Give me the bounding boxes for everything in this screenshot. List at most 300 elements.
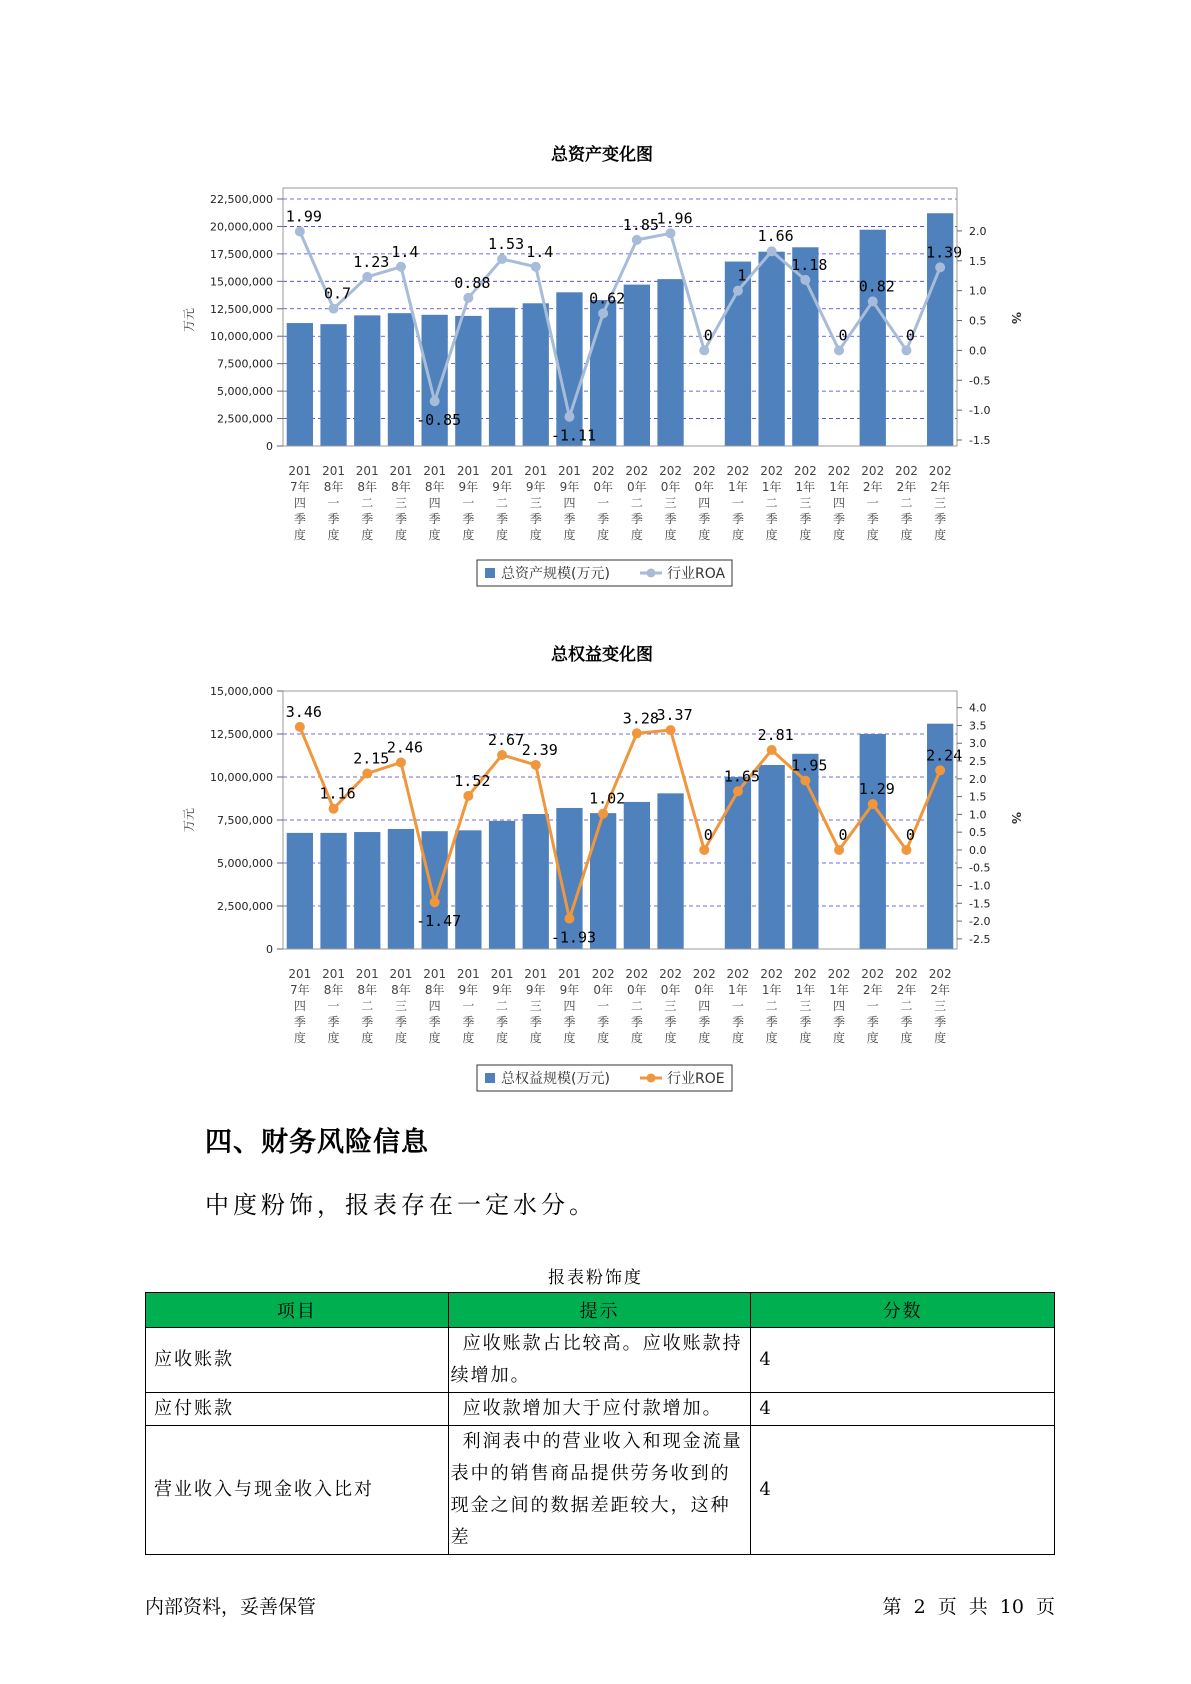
line-point xyxy=(598,308,608,318)
x-category-label: 201 xyxy=(389,464,413,478)
x-category-label: 度 xyxy=(664,528,677,542)
x-category-label: 度 xyxy=(765,1031,778,1045)
x-category-label: 一 xyxy=(866,496,879,510)
x-category-label: 度 xyxy=(293,1031,306,1045)
data-label: 0.7 xyxy=(324,284,352,303)
x-category-label: 季 xyxy=(394,1015,407,1029)
x-category-label: 一 xyxy=(327,999,340,1013)
line-point xyxy=(699,345,709,355)
line-point xyxy=(834,345,844,355)
x-category-label: 度 xyxy=(765,528,778,542)
bar xyxy=(354,315,380,446)
x-category-label: 2年 xyxy=(896,480,917,494)
bar xyxy=(860,734,886,949)
x-category-label: 季 xyxy=(462,1015,475,1029)
legend-label: 总资产规模(万元) xyxy=(501,566,610,582)
x-category-label: 度 xyxy=(799,1031,812,1045)
x-category-label: 二 xyxy=(630,999,643,1013)
x-category-label: 季 xyxy=(866,1015,879,1029)
row-item: 应付账款 xyxy=(146,1393,449,1426)
line-point xyxy=(935,262,945,272)
x-category-label: 0年 xyxy=(593,983,613,997)
x-category-label: 季 xyxy=(866,512,879,526)
y-tick-label: 7,500,000 xyxy=(217,357,273,371)
x-category-label: 度 xyxy=(698,1031,711,1045)
data-label: -1.47 xyxy=(416,912,462,931)
line-point xyxy=(767,745,777,755)
line-point xyxy=(632,235,642,245)
x-category-label: 季 xyxy=(664,1015,677,1029)
footer-confidential: 内部资料，妥善保管 xyxy=(145,1596,317,1618)
x-category-label: 2年 xyxy=(862,983,883,997)
data-label: 1 xyxy=(737,266,747,285)
x-category-label: 一 xyxy=(597,496,610,510)
y-tick-label: 0 xyxy=(266,943,273,956)
line-point xyxy=(901,345,911,355)
y-tick-label: 20,000,000 xyxy=(210,220,273,234)
x-category-label: 202 xyxy=(793,967,817,981)
x-category-label: 度 xyxy=(664,1031,677,1045)
x-category-label: 202 xyxy=(591,464,615,478)
x-category-label: 201 xyxy=(322,967,346,981)
x-category-label: 0年 xyxy=(660,480,681,494)
legend-bar-swatch xyxy=(485,1073,495,1083)
table-row xyxy=(146,1426,1055,1555)
x-category-label: 一 xyxy=(597,999,610,1013)
x-category-label: 四 xyxy=(698,999,711,1013)
y-tick-label: 17,500,000 xyxy=(210,247,273,261)
x-category-label: 202 xyxy=(625,967,649,981)
data-label: 0 xyxy=(905,825,915,844)
data-label: -1.11 xyxy=(550,426,597,445)
x-category-label: 三 xyxy=(664,999,677,1013)
x-category-label: 季 xyxy=(630,1015,643,1029)
line-point xyxy=(800,776,810,786)
data-label: 0 xyxy=(838,825,848,844)
x-category-label: 2年 xyxy=(896,983,917,997)
line-point xyxy=(598,809,608,819)
legend-point-swatch xyxy=(647,569,656,578)
x-category-label: 四 xyxy=(833,496,846,510)
x-category-label: 202 xyxy=(793,464,817,478)
line-point xyxy=(497,750,507,760)
data-label: 0 xyxy=(703,825,713,844)
y2-tick-label: 2.0 xyxy=(969,224,987,238)
x-category-label: 201 xyxy=(322,464,346,478)
y-tick-label: 7,500,000 xyxy=(217,814,273,827)
x-category-label: 季 xyxy=(799,1015,812,1029)
x-category-label: 7年 xyxy=(290,480,310,494)
bar xyxy=(725,777,751,949)
x-category-label: 201 xyxy=(490,464,514,478)
y2-tick-label: 2.0 xyxy=(969,772,987,786)
page-number: 第 2 页 共 10 页 xyxy=(882,1596,1055,1618)
bar xyxy=(860,230,886,446)
x-category-label: 度 xyxy=(900,528,913,542)
header-score: 分数 xyxy=(751,1293,1055,1328)
data-label: 1.95 xyxy=(791,756,828,775)
y-tick-label: 2,500,000 xyxy=(217,412,273,426)
y2-tick-label: -2.0 xyxy=(969,915,991,929)
x-category-label: 度 xyxy=(731,528,744,542)
bar xyxy=(455,830,481,949)
x-category-label: 四 xyxy=(428,496,441,510)
line-point xyxy=(699,845,709,855)
line-point xyxy=(295,227,305,237)
x-category-label: 度 xyxy=(529,528,542,542)
y-tick-label: 12,500,000 xyxy=(210,302,273,316)
y2-tick-label: -2.5 xyxy=(969,932,991,946)
y-tick-label: 15,000,000 xyxy=(210,275,273,289)
legend-label: 总权益规模(万元) xyxy=(501,1071,610,1087)
data-label: 0.62 xyxy=(589,289,626,308)
chart-title: 总权益变化图 xyxy=(551,645,653,665)
y2-axis-label: % xyxy=(1009,811,1023,825)
data-label: 1.02 xyxy=(589,789,626,808)
y2-tick-label: -1.0 xyxy=(969,879,991,893)
y-tick-label: 10,000,000 xyxy=(210,330,273,344)
bar xyxy=(523,814,549,949)
x-category-label: 季 xyxy=(361,512,374,526)
x-category-label: 季 xyxy=(563,1015,576,1029)
x-category-label: 8年 xyxy=(424,983,445,997)
line-point xyxy=(733,286,743,296)
x-category-label: 1年 xyxy=(795,480,816,494)
data-label: 1.29 xyxy=(858,780,895,799)
data-label: 1.52 xyxy=(454,771,491,790)
y2-tick-label: 3.5 xyxy=(969,719,987,733)
x-category-label: 202 xyxy=(827,464,851,478)
x-category-label: 1年 xyxy=(761,480,782,494)
legend-label: 行业ROA xyxy=(667,566,726,582)
x-category-label: 8年 xyxy=(357,983,378,997)
line-point xyxy=(901,845,911,855)
data-label: 0 xyxy=(905,326,915,345)
line-point xyxy=(834,845,844,855)
x-category-label: 季 xyxy=(394,512,407,526)
data-label: 1.4 xyxy=(526,242,554,261)
y2-axis-label: % xyxy=(1009,311,1023,325)
x-category-label: 度 xyxy=(934,528,947,542)
x-category-label: 202 xyxy=(861,464,885,478)
y2-tick-label: 1.5 xyxy=(969,790,987,804)
data-label: 1.99 xyxy=(285,207,322,226)
row-hint: 利润表中的营业收入和现金流量表中的销售商品提供劳务收到的现金之间的数据差距较大，这种差 xyxy=(448,1426,751,1555)
x-category-label: 四 xyxy=(293,999,306,1013)
line-point xyxy=(295,722,305,732)
line-point xyxy=(329,304,339,314)
x-category-label: 季 xyxy=(428,512,441,526)
line-point xyxy=(935,765,945,775)
header-item: 项目 xyxy=(146,1293,449,1328)
bar xyxy=(287,833,313,949)
bar xyxy=(523,303,549,446)
bar xyxy=(320,833,346,949)
line-point xyxy=(800,275,810,285)
data-label: 1.53 xyxy=(487,234,525,253)
x-category-label: 季 xyxy=(327,1015,340,1029)
y-tick-label: 10,000,000 xyxy=(210,771,273,784)
x-category-label: 季 xyxy=(293,1015,306,1029)
data-label: 3.37 xyxy=(656,706,693,725)
data-label: 1.85 xyxy=(622,215,659,234)
y-tick-label: 2,500,000 xyxy=(217,900,273,913)
x-category-label: 一 xyxy=(866,999,879,1013)
data-label: 3.28 xyxy=(622,709,659,728)
x-category-label: 度 xyxy=(529,1031,542,1045)
x-category-label: 8年 xyxy=(391,983,411,997)
x-category-label: 三 xyxy=(799,999,812,1013)
x-category-label: 9年 xyxy=(559,480,580,494)
y-axis-label: 万元 xyxy=(182,307,196,333)
data-label: 1.65 xyxy=(723,767,761,786)
total-assets-chart xyxy=(182,144,1023,586)
table-row xyxy=(146,1393,1055,1426)
x-category-label: 二 xyxy=(361,999,374,1013)
line-point xyxy=(329,804,339,814)
x-category-label: 季 xyxy=(934,1015,947,1029)
y2-tick-label: 3.0 xyxy=(969,737,987,751)
y2-tick-label: 0.5 xyxy=(969,314,987,328)
row-item: 营业收入与现金收入比对 xyxy=(146,1426,449,1555)
y2-tick-label: 1.0 xyxy=(969,284,987,298)
row-item: 应收账款 xyxy=(146,1328,449,1393)
x-category-label: 202 xyxy=(861,967,885,981)
x-category-label: 度 xyxy=(597,1031,610,1045)
data-label: 1.66 xyxy=(757,227,794,246)
row-score: 4 xyxy=(751,1393,1055,1426)
bar xyxy=(624,802,650,949)
data-label: 0.88 xyxy=(454,273,491,292)
x-category-label: 202 xyxy=(591,967,615,981)
y2-tick-label: 2.5 xyxy=(969,755,987,769)
x-category-label: 二 xyxy=(361,496,374,510)
x-category-label: 202 xyxy=(760,464,784,478)
x-category-label: 季 xyxy=(496,1015,509,1029)
x-category-label: 9年 xyxy=(458,983,479,997)
x-category-label: 度 xyxy=(496,528,509,542)
y2-tick-label: 0.0 xyxy=(969,843,987,857)
x-category-label: 202 xyxy=(625,464,649,478)
bar xyxy=(489,308,515,446)
x-category-label: 度 xyxy=(293,528,306,542)
x-category-label: 季 xyxy=(698,1015,711,1029)
x-category-label: 201 xyxy=(524,967,548,981)
x-category-label: 季 xyxy=(361,1015,374,1029)
line-point xyxy=(396,262,406,272)
x-category-label: 二 xyxy=(765,999,778,1013)
data-label: -0.85 xyxy=(416,411,462,430)
bar xyxy=(320,324,346,446)
bar xyxy=(354,832,380,949)
x-category-label: 季 xyxy=(664,512,677,526)
x-category-label: 三 xyxy=(394,999,407,1013)
x-category-label: 度 xyxy=(833,528,846,542)
x-category-label: 一 xyxy=(731,999,744,1013)
x-category-label: 度 xyxy=(563,528,576,542)
x-category-label: 202 xyxy=(760,967,784,981)
x-category-label: 二 xyxy=(900,999,913,1013)
x-category-label: 季 xyxy=(529,1015,542,1029)
x-category-label: 三 xyxy=(664,496,677,510)
x-category-label: 9年 xyxy=(525,983,546,997)
y2-tick-label: -1.5 xyxy=(969,434,991,447)
x-category-label: 1年 xyxy=(728,983,748,997)
x-category-label: 0年 xyxy=(660,983,681,997)
line-point xyxy=(531,760,541,770)
x-category-label: 8年 xyxy=(323,480,344,494)
data-label: 1.96 xyxy=(656,209,693,228)
x-category-label: 季 xyxy=(597,512,610,526)
x-category-label: 201 xyxy=(423,967,447,981)
x-category-label: 季 xyxy=(765,512,778,526)
x-category-label: 三 xyxy=(934,999,947,1013)
x-category-label: 202 xyxy=(659,967,683,981)
x-category-label: 度 xyxy=(698,528,711,542)
header-hint: 提示 xyxy=(448,1293,751,1328)
x-category-label: 9年 xyxy=(492,983,512,997)
x-category-label: 季 xyxy=(900,512,913,526)
risk-summary: 中度粉饰，报表存在一定水分。 xyxy=(205,1191,597,1219)
x-category-label: 8年 xyxy=(424,480,445,494)
y-tick-label: 0 xyxy=(266,440,273,453)
x-category-label: 季 xyxy=(765,1015,778,1029)
bar xyxy=(759,765,785,949)
data-label: 0.82 xyxy=(858,277,895,296)
x-category-label: 季 xyxy=(529,512,542,526)
x-category-label: 9年 xyxy=(559,983,580,997)
line-point xyxy=(396,757,406,767)
x-category-label: 9年 xyxy=(525,480,546,494)
x-category-label: 季 xyxy=(833,1015,846,1029)
x-category-label: 三 xyxy=(394,496,407,510)
data-label: 0 xyxy=(703,326,713,345)
x-category-label: 2年 xyxy=(930,480,950,494)
whitewash-table xyxy=(145,1292,1055,1555)
x-category-label: 201 xyxy=(389,967,413,981)
bar xyxy=(388,313,414,446)
y2-tick-label: 0.0 xyxy=(969,344,987,358)
x-category-label: 度 xyxy=(934,1031,947,1045)
x-category-label: 201 xyxy=(423,464,447,478)
bar xyxy=(388,829,414,949)
x-category-label: 度 xyxy=(327,1031,340,1045)
x-category-label: 202 xyxy=(928,967,952,981)
x-category-label: 度 xyxy=(630,528,643,542)
line-point xyxy=(463,293,473,303)
legend-bar-swatch xyxy=(485,568,495,578)
x-category-label: 三 xyxy=(934,496,947,510)
x-category-label: 202 xyxy=(726,967,750,981)
line-point xyxy=(362,272,372,282)
x-category-label: 202 xyxy=(894,464,918,478)
x-category-label: 1年 xyxy=(829,983,849,997)
table-header-row xyxy=(146,1293,1055,1328)
x-category-label: 度 xyxy=(462,1031,475,1045)
x-category-label: 二 xyxy=(496,496,509,510)
x-category-label: 7年 xyxy=(290,983,310,997)
line-point xyxy=(868,296,878,306)
x-category-label: 度 xyxy=(900,1031,913,1045)
x-category-label: 202 xyxy=(827,967,851,981)
x-category-label: 度 xyxy=(563,1031,576,1045)
x-category-label: 2年 xyxy=(930,983,950,997)
x-category-label: 8年 xyxy=(357,480,378,494)
x-category-label: 四 xyxy=(428,999,441,1013)
bar xyxy=(590,300,616,446)
x-category-label: 二 xyxy=(630,496,643,510)
y2-tick-label: -1.0 xyxy=(969,404,991,418)
x-category-label: 9年 xyxy=(458,480,479,494)
x-category-label: 二 xyxy=(496,999,509,1013)
x-category-label: 三 xyxy=(799,496,812,510)
y2-tick-label: -0.5 xyxy=(969,374,991,388)
data-label: 1.18 xyxy=(791,255,828,274)
bar xyxy=(657,279,683,446)
section-heading: 四、财务风险信息 xyxy=(205,1127,429,1158)
line-point xyxy=(564,914,574,924)
x-category-label: 202 xyxy=(659,464,683,478)
x-category-label: 2年 xyxy=(862,480,883,494)
data-label: 2.39 xyxy=(521,740,558,759)
x-category-label: 0年 xyxy=(694,983,715,997)
line-point xyxy=(430,897,440,907)
x-category-label: 度 xyxy=(462,528,475,542)
x-category-label: 四 xyxy=(293,496,306,510)
y-tick-label: 15,000,000 xyxy=(210,685,273,698)
x-category-label: 1年 xyxy=(728,480,748,494)
x-category-label: 季 xyxy=(799,512,812,526)
data-label: 1.16 xyxy=(319,784,356,803)
data-label: 1.39 xyxy=(926,243,963,262)
data-label: 0 xyxy=(838,326,848,345)
x-category-label: 度 xyxy=(597,528,610,542)
line-point xyxy=(733,786,743,796)
x-category-label: 二 xyxy=(765,496,778,510)
data-label: 2.67 xyxy=(487,730,525,749)
x-category-label: 202 xyxy=(726,464,750,478)
bar xyxy=(422,831,448,949)
x-category-label: 9年 xyxy=(492,480,512,494)
x-category-label: 度 xyxy=(866,1031,879,1045)
x-category-label: 季 xyxy=(833,512,846,526)
row-score: 4 xyxy=(751,1426,1055,1555)
data-label: 3.46 xyxy=(285,702,322,721)
x-category-label: 三 xyxy=(529,999,542,1013)
x-category-label: 0年 xyxy=(627,480,647,494)
x-category-label: 季 xyxy=(428,1015,441,1029)
x-category-label: 一 xyxy=(462,496,475,510)
total-equity-chart xyxy=(182,644,1023,1091)
x-category-label: 1年 xyxy=(795,983,816,997)
x-category-label: 0年 xyxy=(627,983,647,997)
x-category-label: 季 xyxy=(731,1015,744,1029)
data-label: 1.23 xyxy=(353,252,390,271)
row-score: 4 xyxy=(751,1328,1055,1393)
x-category-label: 202 xyxy=(928,464,952,478)
data-label: 2.24 xyxy=(926,746,963,765)
x-category-label: 8年 xyxy=(391,480,411,494)
line-point xyxy=(767,246,777,256)
line-point xyxy=(564,412,574,422)
x-category-label: 季 xyxy=(731,512,744,526)
x-category-label: 202 xyxy=(894,967,918,981)
x-category-label: 季 xyxy=(496,512,509,526)
x-category-label: 季 xyxy=(900,1015,913,1029)
x-category-label: 一 xyxy=(731,496,744,510)
x-category-label: 度 xyxy=(731,1031,744,1045)
line-point xyxy=(362,768,372,778)
